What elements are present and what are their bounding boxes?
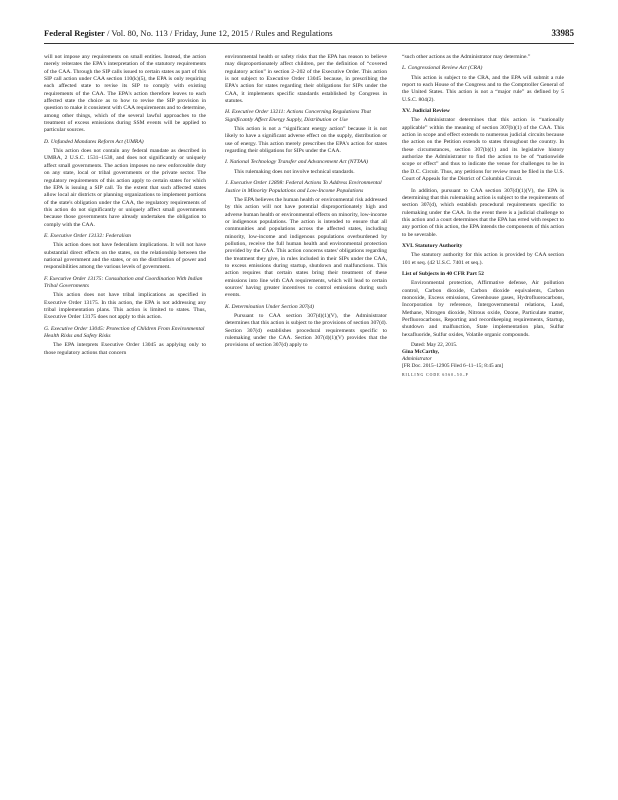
column-left <box>44 54 206 357</box>
paragraph: The Administrator determines that this action is “nationally applicable” within the meaning of section 307(b)(1) of the CAA. This action in scope and effect extends to numerous judicial circuits because the action on the Petition extends to states throughout the country. In these circumstances, section 307(b)(1) and its legislative history authorize the Administrator to find the action to be of “nationwide scope or effect” and thus to indicate the venue for challenges to be in the D.C. Circuit. Thus, any petitions for review must be filed in the U.S. Court of Appeals for the District of Columbia Circuit. <box>402 117 564 183</box>
running-header <box>44 28 574 42</box>
paragraph: This action does not have federalism implications. It will not have substantial direct effects on the states, on the relationship between the national government and the states, or on the distribution of power and responsibilities among the various levels of government. <box>44 242 206 271</box>
section-heading-307d: K. Determination Under Section 307(d) <box>225 303 315 310</box>
header-line <box>44 28 333 38</box>
paragraph: The EPA believes the human health or environmental risk addressed by this action will not have potential disproportionately high and adverse human health or environmental effects on minority, low-income or indigenous populations. The action is intended to ensure that all communities and populations across the affected states, including minority, low-income and indigenous populations overburdened by pollution, receive the full human health and environmental protection provided by the CAA. This action concerns states' obligations regarding the treatment they give, in rules included in their SIPs under the CAA, to excess emissions during startup, shutdown and malfunctions. This action requires that certain states bring their treatment of these emissions into line with CAA requirements, which will lead to certain sources' having greater incentives to control emissions during such events. <box>225 196 387 299</box>
column-middle <box>225 54 387 350</box>
paragraph: This action is subject to the CRA, and the EPA will submit a rule report to each House of the Congress and to the Comptroller General of the United States. This action is not a “major rule” as defined by 5 U.S.C. 804(2). <box>402 74 564 103</box>
section-heading-list-of-subjects: List of Subjects in 40 CFR Part 52 <box>402 270 484 277</box>
paragraph: In addition, pursuant to CAA section 307(d)(1)(V), the EPA is determining that this rulemaking action is subject to the requirements of section 307(d), which establish procedural requirements specific to rulemaking under the CAA. In the event there is a judicial challenge to this action and a court determines that the EPA has erred with respect to any portion of this action, the EPA intends the components of this action to be severable. <box>402 187 564 238</box>
paragraph: The statutory authority for this action is provided by CAA section 101 et seq. (42 U.S.C. 7401 et seq.). <box>402 252 564 266</box>
section-heading-umra: D. Unfunded Mandates Reform Act (UMRA) <box>44 138 144 145</box>
paragraph: This action does not have tribal implications as specified in Executive Order 13175. In this action, the EPA is not addressing any tribal implementation plans. This action is limited to states. Thus, Executive Order 13175 does not apply to this action. <box>44 292 206 321</box>
section-heading-eo13132: E. Executive Order 13132: Federalism <box>44 232 131 239</box>
section-heading-eo12898: J. Executive Order 12898: Federal Actions To Address Environmental Justice in Minority Populations and Low-Income Populations <box>225 180 382 194</box>
section-heading-judicial-review: XV. Judicial Review <box>402 108 450 115</box>
paragraph: “such other actions as the Administrator may determine.” <box>402 54 531 60</box>
signer-title: Administrator <box>402 356 432 363</box>
section-heading-statutory-authority: XVI. Statutory Authority <box>402 242 463 249</box>
paragraph: Pursuant to CAA section 307(d)(1)(V), the Administrator determines that this action is subject to the provisions of section 307(d). Section 307(d) establishes procedural requirements specific to rulemaking under the CAA. Section 307(d)(1)(V) provides that the provisions of section 307(d) apply to <box>225 313 387 349</box>
section-heading-cra: L. Congressional Review Act (CRA) <box>402 65 483 72</box>
journal-name: Federal Register <box>44 28 105 38</box>
paragraph: environmental health or safety risks that the EPA has reason to believe may disproportionately affect children, per the definition of “covered regulatory action” in section 2–202 of the Executive Order. This action is not subject to Executive Order 13045 because, in prescribing the EPA's action for states regarding their obligations for SIPs under the CAA, it implements specific standards established by Congress in statutes. <box>225 54 387 105</box>
issue-details: / Vol. 80, No. 113 / Friday, June 12, 2015 / Rules and Regulations <box>107 28 333 38</box>
paragraph: This action does not contain any federal mandate as described in UMRA, 2 U.S.C. 1531–1538, and does not significantly or uniquely affect small governments. The action imposes no new enforceable duty on any state, local or tribal governments or the private sector. The regulatory requirements of this action apply to certain states for which the EPA is issuing a SIP call. To the extent that such affected states allow local air districts or planning organizations to implement portions of the state's obligation under the CAA, the regulatory requirements of this action do not significantly or uniquely affect small governments because those governments have already undertaken the obligation to comply with the CAA. <box>44 148 206 228</box>
section-heading-eo13211: H. Executive Order 13211: Actions Concerning Regulations That Significantly Affect Energy Supply, Distribution or Use <box>225 109 371 123</box>
paragraph: Environmental protection, Affirmative defense, Air pollution control, Carbon dioxide, Carbon dioxide equivalents, Carbon monoxide, Excess emissions, Greenhouse gases, Hydrofluorocarbons, Incorporation by reference, Intergovernmental relations, Lead, Methane, Nitrogen dioxide, Nitrous oxide, Ozone, Particulate matter, Perfluorocarbons, Reporting and recordkeeping requirements, Startup, shutdown and malfunction, State implementation plan, Sulfur hexafluoride, Sulfur oxides, Volatile organic compounds. <box>402 280 564 338</box>
billing-code: BILLING CODE 6560–50–P <box>402 373 469 378</box>
page-number: 33985 <box>551 28 574 38</box>
section-heading-eo13045: G. Executive Order 13045: Protection of Children From Environmental Health Risks and Safety Risks <box>44 325 205 340</box>
signer-name: Gina McCarthy, <box>402 349 440 356</box>
section-heading-eo13175: F. Executive Order 13175: Consultation and Coordination With Indian Tribal Governments <box>44 275 203 289</box>
paragraph: This action is not a “significant energy action” because it is not likely to have a significant adverse effect on the supply, distribution or use of energy. This action merely prescribes the EPA's action for states regarding their obligations for SIPs under the CAA. <box>225 126 387 155</box>
section-heading-nttaa: I. National Technology Transfer and Advancement Act (NTTAA) <box>225 159 369 166</box>
paragraph: The EPA interprets Executive Order 13045 as applying only to those regulatory actions that concern <box>44 342 206 356</box>
dated-line: Dated: May 22, 2015. <box>411 342 458 349</box>
paragraph: This rulemaking does not involve technical standards. <box>234 168 355 175</box>
column-right <box>402 54 564 379</box>
paragraph: will not impose any requirements on small entities. Instead, the action merely reiterates the EPA's interpretation of the statutory requirements of the CAA. Through the SIP calls issued to certain states as part of this SIP call action under CAA section 110(k)(5), the EPA is only requiring each affected state to revise its SIP to comply with existing requirements of the CAA. The EPA's action therefore leaves to each affected state the choice as to how to revise the SIP provision in question to make it consistent with CAA requirements and to determine, among other things, which of the several lawful approaches to the treatment of excess emissions during SSM events will be applied to particular sources. <box>44 54 206 134</box>
fr-doc-line: [FR Doc. 2015–12905 Filed 6–11–15; 8:45 am] <box>402 363 504 370</box>
header-rule <box>44 43 574 44</box>
